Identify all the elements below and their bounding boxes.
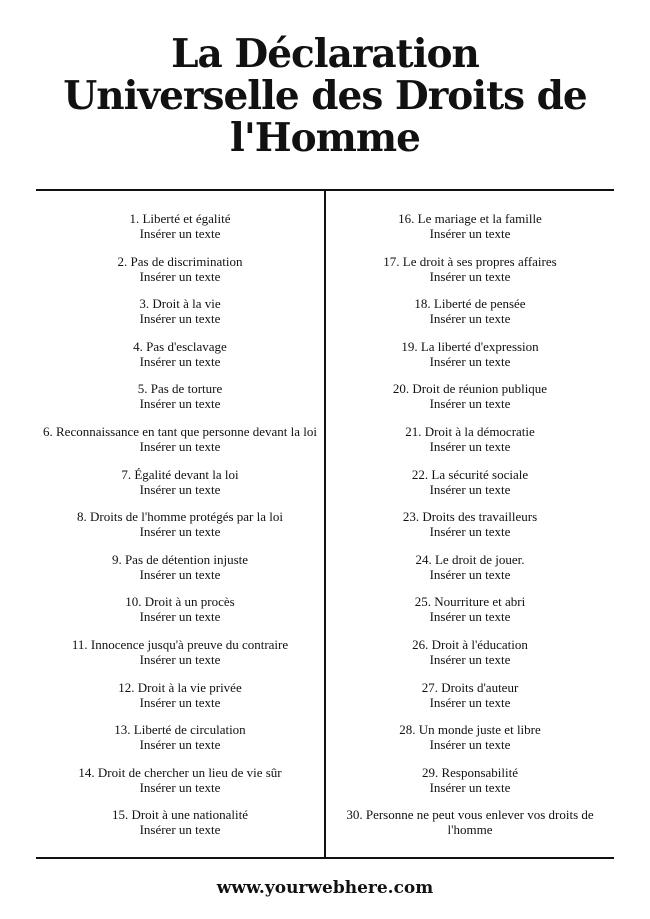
right-item (36, 254, 324, 284)
right-item (36, 509, 324, 539)
right-heading: 26. Droit à l'éducation (412, 636, 528, 652)
right-heading: 2. Pas de discrimination (117, 253, 243, 269)
right-item (326, 381, 614, 411)
right-body: Insérer un texte (139, 226, 221, 241)
right-body: Insérer un texte (429, 226, 511, 241)
right-body: Insérer un texte (139, 396, 221, 412)
right-item (36, 467, 324, 497)
right-heading: 1. Liberté et égalité (129, 211, 231, 226)
right-heading: 21. Droit à la démocratie (405, 423, 535, 439)
right-heading: 13. Liberté de circulation (114, 722, 246, 738)
right-item (36, 594, 324, 624)
right-item (326, 807, 614, 837)
right-heading: 8. Droits de l'homme protégés par la loi (77, 509, 283, 525)
right-body: Insérer un texte (429, 481, 511, 497)
right-item (36, 637, 324, 667)
right-heading: 29. Responsabilité (421, 764, 519, 780)
right-heading: 27. Droits d'auteur (421, 679, 519, 695)
right-item (36, 722, 324, 752)
right-heading: 22. La sécurité sociale (411, 466, 529, 482)
right-body: Insérer un texte (429, 651, 511, 667)
right-heading: 20. Droit de réunion publique (392, 381, 548, 397)
right-item (36, 552, 324, 582)
right-column (326, 211, 614, 850)
right-heading: 16. Le mariage et la famille (398, 211, 542, 226)
title-line-3: l'Homme (230, 115, 420, 161)
right-item (326, 680, 614, 710)
right-item (326, 254, 614, 284)
right-item (36, 381, 324, 411)
right-body: Insérer un texte (429, 311, 511, 327)
right-body: Insérer un texte (139, 268, 221, 284)
right-item (326, 424, 614, 454)
right-item (326, 339, 614, 369)
right-item (326, 552, 614, 582)
right-item (36, 680, 324, 710)
right-item (326, 509, 614, 539)
right-body: Insérer un texte (429, 396, 511, 412)
right-item (326, 296, 614, 326)
right-item (36, 765, 324, 795)
right-heading: 11. Innocence jusqu'à preuve du contraire (71, 636, 289, 652)
right-body: Insérer un texte (429, 566, 511, 582)
right-heading: 9. Pas de détention injuste (111, 551, 249, 567)
right-heading: 25. Nourriture et abri (414, 594, 526, 610)
website-url: www.yourwebhere.com (216, 878, 434, 898)
right-body: Insérer un texte (429, 438, 511, 454)
right-body: Insérer un texte (139, 353, 221, 369)
right-item (326, 211, 614, 241)
right-heading: 28. Un monde juste et libre (399, 722, 541, 738)
right-body: Insérer un texte (139, 694, 221, 710)
right-body: Insérer un texte (139, 311, 221, 327)
right-heading: 10. Droit à un procès (125, 594, 235, 610)
right-body: Insérer un texte (139, 737, 221, 753)
right-heading: 12. Droit à la vie privée (118, 679, 242, 695)
right-heading: 30. Personne ne peut vous enlever vos droits de l'homme (346, 807, 594, 838)
right-item (326, 637, 614, 667)
right-heading: 18. Liberté de pensée (414, 296, 526, 312)
right-body: Insérer un texte (139, 779, 221, 795)
right-body: Insérer un texte (429, 779, 511, 795)
right-body: Insérer un texte (139, 481, 221, 497)
left-column (36, 211, 324, 850)
right-body: Insérer un texte (139, 524, 221, 540)
right-item (36, 296, 324, 326)
right-heading: 5. Pas de torture (137, 381, 223, 397)
right-body: Insérer un texte (429, 609, 511, 625)
right-heading: 14. Droit de chercher un lieu de vie sûr (78, 764, 282, 780)
right-item (326, 594, 614, 624)
right-heading: 19. La liberté d'expression (401, 338, 539, 354)
right-heading: 3. Droit à la vie (139, 296, 221, 312)
right-heading: 4. Pas d'esclavage (133, 338, 227, 354)
right-item (326, 722, 614, 752)
right-item (36, 339, 324, 369)
bottom-divider (36, 857, 614, 859)
right-body: Insérer un texte (429, 694, 511, 710)
right-heading: 17. Le droit à ses propres affaires (383, 253, 557, 269)
right-heading: 7. Égalité devant la loi (121, 466, 239, 482)
right-heading: 24. Le droit de jouer. (415, 551, 525, 567)
right-body: Insérer un texte (139, 609, 221, 625)
right-body: Insérer un texte (139, 438, 221, 454)
right-item (36, 424, 324, 454)
right-body: Insérer un texte (429, 268, 511, 284)
right-body: Insérer un texte (139, 651, 221, 667)
title-line-2: Universelle des Droits de (63, 73, 587, 119)
right-item (326, 765, 614, 795)
page-title (0, 33, 650, 159)
right-body: Insérer un texte (429, 353, 511, 369)
right-heading: 23. Droits des travailleurs (402, 509, 538, 525)
right-body: Insérer un texte (139, 566, 221, 582)
right-item (36, 211, 324, 241)
right-heading: 15. Droit à une nationalité (111, 807, 249, 823)
right-item (36, 807, 324, 837)
right-item (326, 467, 614, 497)
right-heading: 6. Reconnaissance en tant que personne devant la loi (43, 423, 317, 439)
title-line-1: La Déclaration (171, 31, 479, 77)
right-body: Insérer un texte (139, 822, 221, 838)
right-body: Insérer un texte (429, 524, 511, 540)
right-body: Insérer un texte (429, 737, 511, 753)
